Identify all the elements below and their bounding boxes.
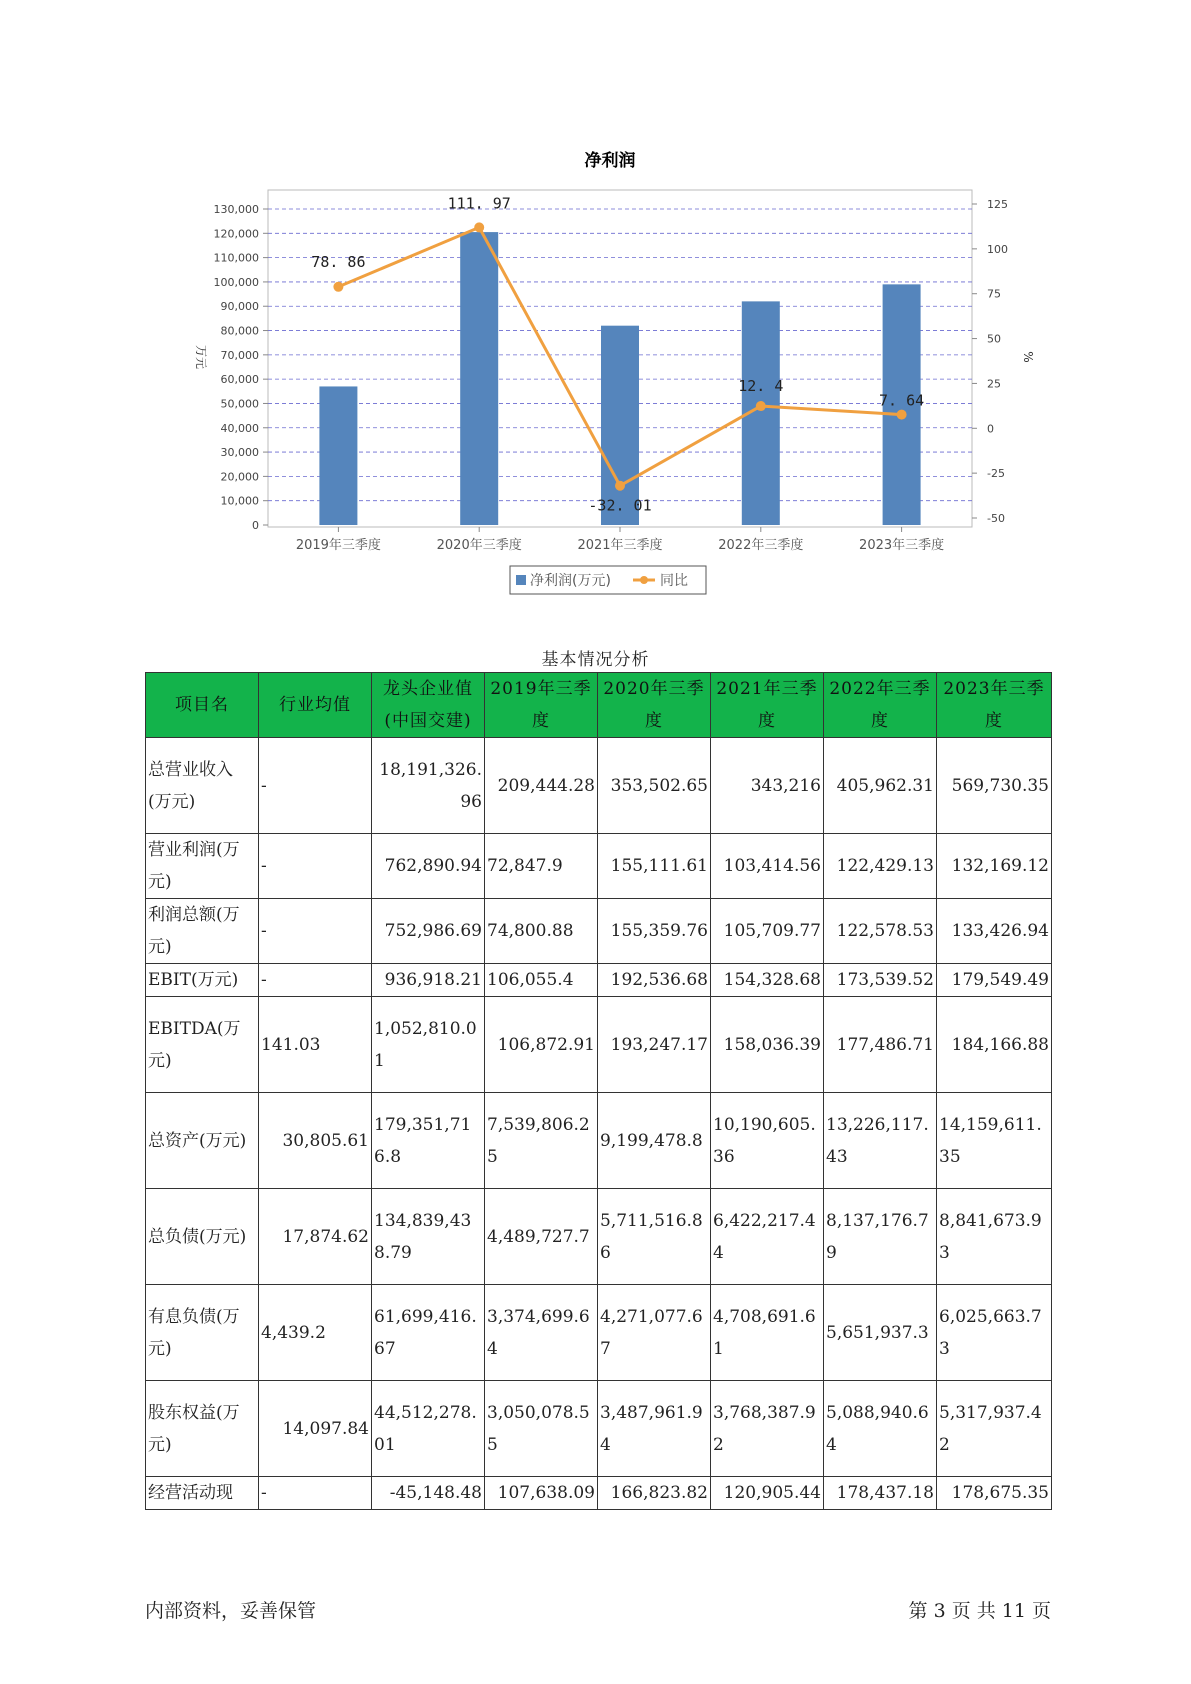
row-value-cell: 4,489,727.7 bbox=[485, 1189, 598, 1285]
header-industry-avg: 行业均值 bbox=[259, 673, 372, 738]
row-value-cell: 107,638.09 bbox=[485, 1477, 598, 1510]
table-row bbox=[146, 1381, 1052, 1477]
legend-line-marker bbox=[640, 576, 648, 584]
left-tick-label: 50,000 bbox=[220, 397, 259, 411]
row-value-cell: 193,247.17 bbox=[598, 997, 711, 1093]
table-title: 基本情况分析 bbox=[541, 650, 650, 670]
row-value-cell: 179,549.49 bbox=[937, 964, 1052, 997]
row-value-cell: 133,426.94 bbox=[937, 899, 1052, 964]
table-row bbox=[146, 1285, 1052, 1381]
row-value-cell: 762,890.94 bbox=[372, 834, 485, 899]
header-2019q3: 2019年三季度 bbox=[485, 673, 598, 738]
yoy-point bbox=[756, 401, 766, 411]
row-value-cell: 177,486.71 bbox=[824, 997, 937, 1093]
row-value-cell: 106,055.4 bbox=[485, 964, 598, 997]
left-tick-label: 0 bbox=[252, 519, 259, 532]
x-tick-label: 2021年三季度 bbox=[577, 538, 663, 553]
right-tick-label: -50 bbox=[987, 512, 1005, 525]
row-value-cell: 4,271,077.67 bbox=[598, 1285, 711, 1381]
left-tick-label: 10,000 bbox=[220, 494, 259, 508]
row-value-cell: - bbox=[259, 834, 372, 899]
row-value-cell: 405,962.31 bbox=[824, 738, 937, 834]
row-value-cell: 72,847.9 bbox=[485, 834, 598, 899]
row-value-cell: 106,872.91 bbox=[485, 997, 598, 1093]
header-2022q3: 2022年三季度 bbox=[824, 673, 937, 738]
left-axis-label: 万元 bbox=[194, 344, 208, 370]
left-tick-label: 110,000 bbox=[213, 251, 259, 265]
yoy-point bbox=[333, 282, 343, 292]
row-value-cell: 13,226,117.43 bbox=[824, 1093, 937, 1189]
right-tick-label: 25 bbox=[987, 377, 1001, 391]
row-value-cell: 173,539.52 bbox=[824, 964, 937, 997]
table-header-row bbox=[146, 673, 1052, 738]
left-tick-label: 30,000 bbox=[220, 446, 259, 460]
header-2023q3: 2023年三季度 bbox=[937, 673, 1052, 738]
table-row bbox=[146, 1189, 1052, 1285]
row-value-cell: 74,800.88 bbox=[485, 899, 598, 964]
row-value-cell: 154,328.68 bbox=[711, 964, 824, 997]
row-value-cell: 4,439.2 bbox=[259, 1285, 372, 1381]
row-item-name: 有息负债(万元) bbox=[146, 1285, 259, 1381]
left-tick-label: 20,000 bbox=[220, 470, 259, 484]
footer-confidential-note: 内部资料，妥善保管 bbox=[145, 1600, 317, 1622]
right-tick-label: 100 bbox=[987, 242, 1008, 256]
row-item-name: 利润总额(万元) bbox=[146, 899, 259, 964]
net-profit-bar bbox=[460, 232, 498, 525]
legend-bar-swatch bbox=[516, 575, 526, 585]
yoy-point bbox=[474, 222, 484, 232]
row-item-name: 营业利润(万元) bbox=[146, 834, 259, 899]
row-value-cell: 5,651,937.3 bbox=[824, 1285, 937, 1381]
left-tick-label: 130,000 bbox=[213, 203, 259, 216]
table-row bbox=[146, 1477, 1052, 1510]
yoy-data-label: 12. 4 bbox=[738, 377, 784, 396]
row-value-cell: 14,097.84 bbox=[259, 1381, 372, 1477]
left-tick-label: 80,000 bbox=[220, 324, 259, 338]
x-tick-label: 2020年三季度 bbox=[436, 538, 522, 553]
row-value-cell: 343,216 bbox=[711, 738, 824, 834]
right-axis-label: % bbox=[1021, 351, 1035, 363]
header-2021q3: 2021年三季度 bbox=[711, 673, 824, 738]
right-tick-label: -25 bbox=[987, 467, 1005, 481]
left-tick-label: 60,000 bbox=[220, 373, 259, 387]
row-value-cell: 105,709.77 bbox=[711, 899, 824, 964]
legend-line-label: 同比 bbox=[660, 573, 688, 589]
left-tick-label: 90,000 bbox=[220, 300, 259, 314]
row-value-cell: 5,317,937.42 bbox=[937, 1381, 1052, 1477]
footer-page-number: 第 3 页 共 11 页 bbox=[908, 1600, 1051, 1622]
yoy-data-label: -32. 01 bbox=[588, 496, 652, 515]
row-item-name: 经营活动现 bbox=[146, 1477, 259, 1510]
row-value-cell: 1,052,810.01 bbox=[372, 997, 485, 1093]
row-value-cell: 155,111.61 bbox=[598, 834, 711, 899]
chart-canvas bbox=[0, 0, 1191, 600]
row-value-cell: 3,768,387.92 bbox=[711, 1381, 824, 1477]
row-value-cell: 178,437.18 bbox=[824, 1477, 937, 1510]
row-value-cell: 30,805.61 bbox=[259, 1093, 372, 1189]
row-value-cell: 166,823.82 bbox=[598, 1477, 711, 1510]
row-value-cell: 141.03 bbox=[259, 997, 372, 1093]
row-value-cell: 14,159,611.35 bbox=[937, 1093, 1052, 1189]
row-item-name: EBIT(万元) bbox=[146, 964, 259, 997]
row-value-cell: 8,137,176.79 bbox=[824, 1189, 937, 1285]
yoy-data-label: 111. 97 bbox=[447, 194, 511, 213]
row-value-cell: 120,905.44 bbox=[711, 1477, 824, 1510]
row-value-cell: 179,351,716.8 bbox=[372, 1093, 485, 1189]
row-value-cell: 752,986.69 bbox=[372, 899, 485, 964]
row-value-cell: 44,512,278.01 bbox=[372, 1381, 485, 1477]
header-item-name: 项目名 bbox=[146, 673, 259, 738]
net-profit-chart bbox=[0, 0, 1191, 600]
right-tick-label: 75 bbox=[987, 287, 1001, 301]
right-tick-label: 0 bbox=[987, 422, 994, 436]
table-row bbox=[146, 964, 1052, 997]
row-value-cell: 8,841,673.93 bbox=[937, 1189, 1052, 1285]
row-value-cell: - bbox=[259, 738, 372, 834]
row-value-cell: 122,578.53 bbox=[824, 899, 937, 964]
left-tick-label: 120,000 bbox=[213, 227, 259, 241]
right-tick-label: 125 bbox=[987, 198, 1008, 211]
row-value-cell: 192,536.68 bbox=[598, 964, 711, 997]
left-tick-label: 100,000 bbox=[213, 275, 259, 289]
x-tick-label: 2023年三季度 bbox=[859, 538, 945, 553]
row-value-cell: 6,025,663.73 bbox=[937, 1285, 1052, 1381]
row-value-cell: 132,169.12 bbox=[937, 834, 1052, 899]
row-item-name: 总资产(万元) bbox=[146, 1093, 259, 1189]
x-tick-label: 2019年三季度 bbox=[295, 538, 381, 553]
row-value-cell: - bbox=[259, 899, 372, 964]
row-value-cell: - bbox=[259, 964, 372, 997]
row-item-name: 总负债(万元) bbox=[146, 1189, 259, 1285]
row-item-name: 股东权益(万元) bbox=[146, 1381, 259, 1477]
yoy-point bbox=[615, 481, 625, 491]
row-value-cell: 3,050,078.55 bbox=[485, 1381, 598, 1477]
left-tick-label: 40,000 bbox=[220, 421, 259, 435]
row-value-cell: 103,414.56 bbox=[711, 834, 824, 899]
table-row bbox=[146, 834, 1052, 899]
row-value-cell: 17,874.62 bbox=[259, 1189, 372, 1285]
row-value-cell: - bbox=[259, 1477, 372, 1510]
table-row bbox=[146, 1093, 1052, 1189]
row-value-cell: 5,711,516.86 bbox=[598, 1189, 711, 1285]
row-value-cell: 569,730.35 bbox=[937, 738, 1052, 834]
row-value-cell: 6,422,217.44 bbox=[711, 1189, 824, 1285]
yoy-data-label: 7. 64 bbox=[879, 391, 925, 410]
row-value-cell: 122,429.13 bbox=[824, 834, 937, 899]
x-tick-label: 2022年三季度 bbox=[718, 538, 804, 553]
row-value-cell: 178,675.35 bbox=[937, 1477, 1052, 1510]
yoy-point bbox=[897, 410, 907, 420]
row-value-cell: 134,839,438.79 bbox=[372, 1189, 485, 1285]
row-value-cell: 184,166.88 bbox=[937, 997, 1052, 1093]
table-row bbox=[146, 738, 1052, 834]
header-leader-value: 龙头企业值(中国交建) bbox=[372, 673, 485, 738]
table-row bbox=[146, 997, 1052, 1093]
row-value-cell: 18,191,326.96 bbox=[372, 738, 485, 834]
row-value-cell: 936,918.21 bbox=[372, 964, 485, 997]
row-value-cell: 3,487,961.94 bbox=[598, 1381, 711, 1477]
right-tick-label: 50 bbox=[987, 332, 1001, 346]
row-value-cell: 7,539,806.25 bbox=[485, 1093, 598, 1189]
row-value-cell: 61,699,416.67 bbox=[372, 1285, 485, 1381]
row-value-cell: -45,148.48 bbox=[372, 1477, 485, 1510]
net-profit-bar bbox=[319, 386, 357, 525]
basic-analysis-table bbox=[145, 672, 1052, 1510]
row-value-cell: 155,359.76 bbox=[598, 899, 711, 964]
row-value-cell: 5,088,940.64 bbox=[824, 1381, 937, 1477]
row-value-cell: 158,036.39 bbox=[711, 997, 824, 1093]
table-row bbox=[146, 899, 1052, 964]
chart-title: 净利润 bbox=[584, 151, 636, 171]
row-value-cell: 10,190,605.36 bbox=[711, 1093, 824, 1189]
row-value-cell: 3,374,699.64 bbox=[485, 1285, 598, 1381]
row-value-cell: 4,708,691.61 bbox=[711, 1285, 824, 1381]
row-value-cell: 209,444.28 bbox=[485, 738, 598, 834]
row-item-name: 总营业收入(万元) bbox=[146, 738, 259, 834]
row-value-cell: 9,199,478.8 bbox=[598, 1093, 711, 1189]
row-item-name: EBITDA(万元) bbox=[146, 997, 259, 1093]
net-profit-bar bbox=[601, 326, 639, 525]
yoy-data-label: 78. 86 bbox=[311, 252, 366, 271]
row-value-cell: 353,502.65 bbox=[598, 738, 711, 834]
header-2020q3: 2020年三季度 bbox=[598, 673, 711, 738]
legend-bar-label: 净利润(万元) bbox=[530, 573, 611, 589]
left-tick-label: 70,000 bbox=[220, 348, 259, 362]
